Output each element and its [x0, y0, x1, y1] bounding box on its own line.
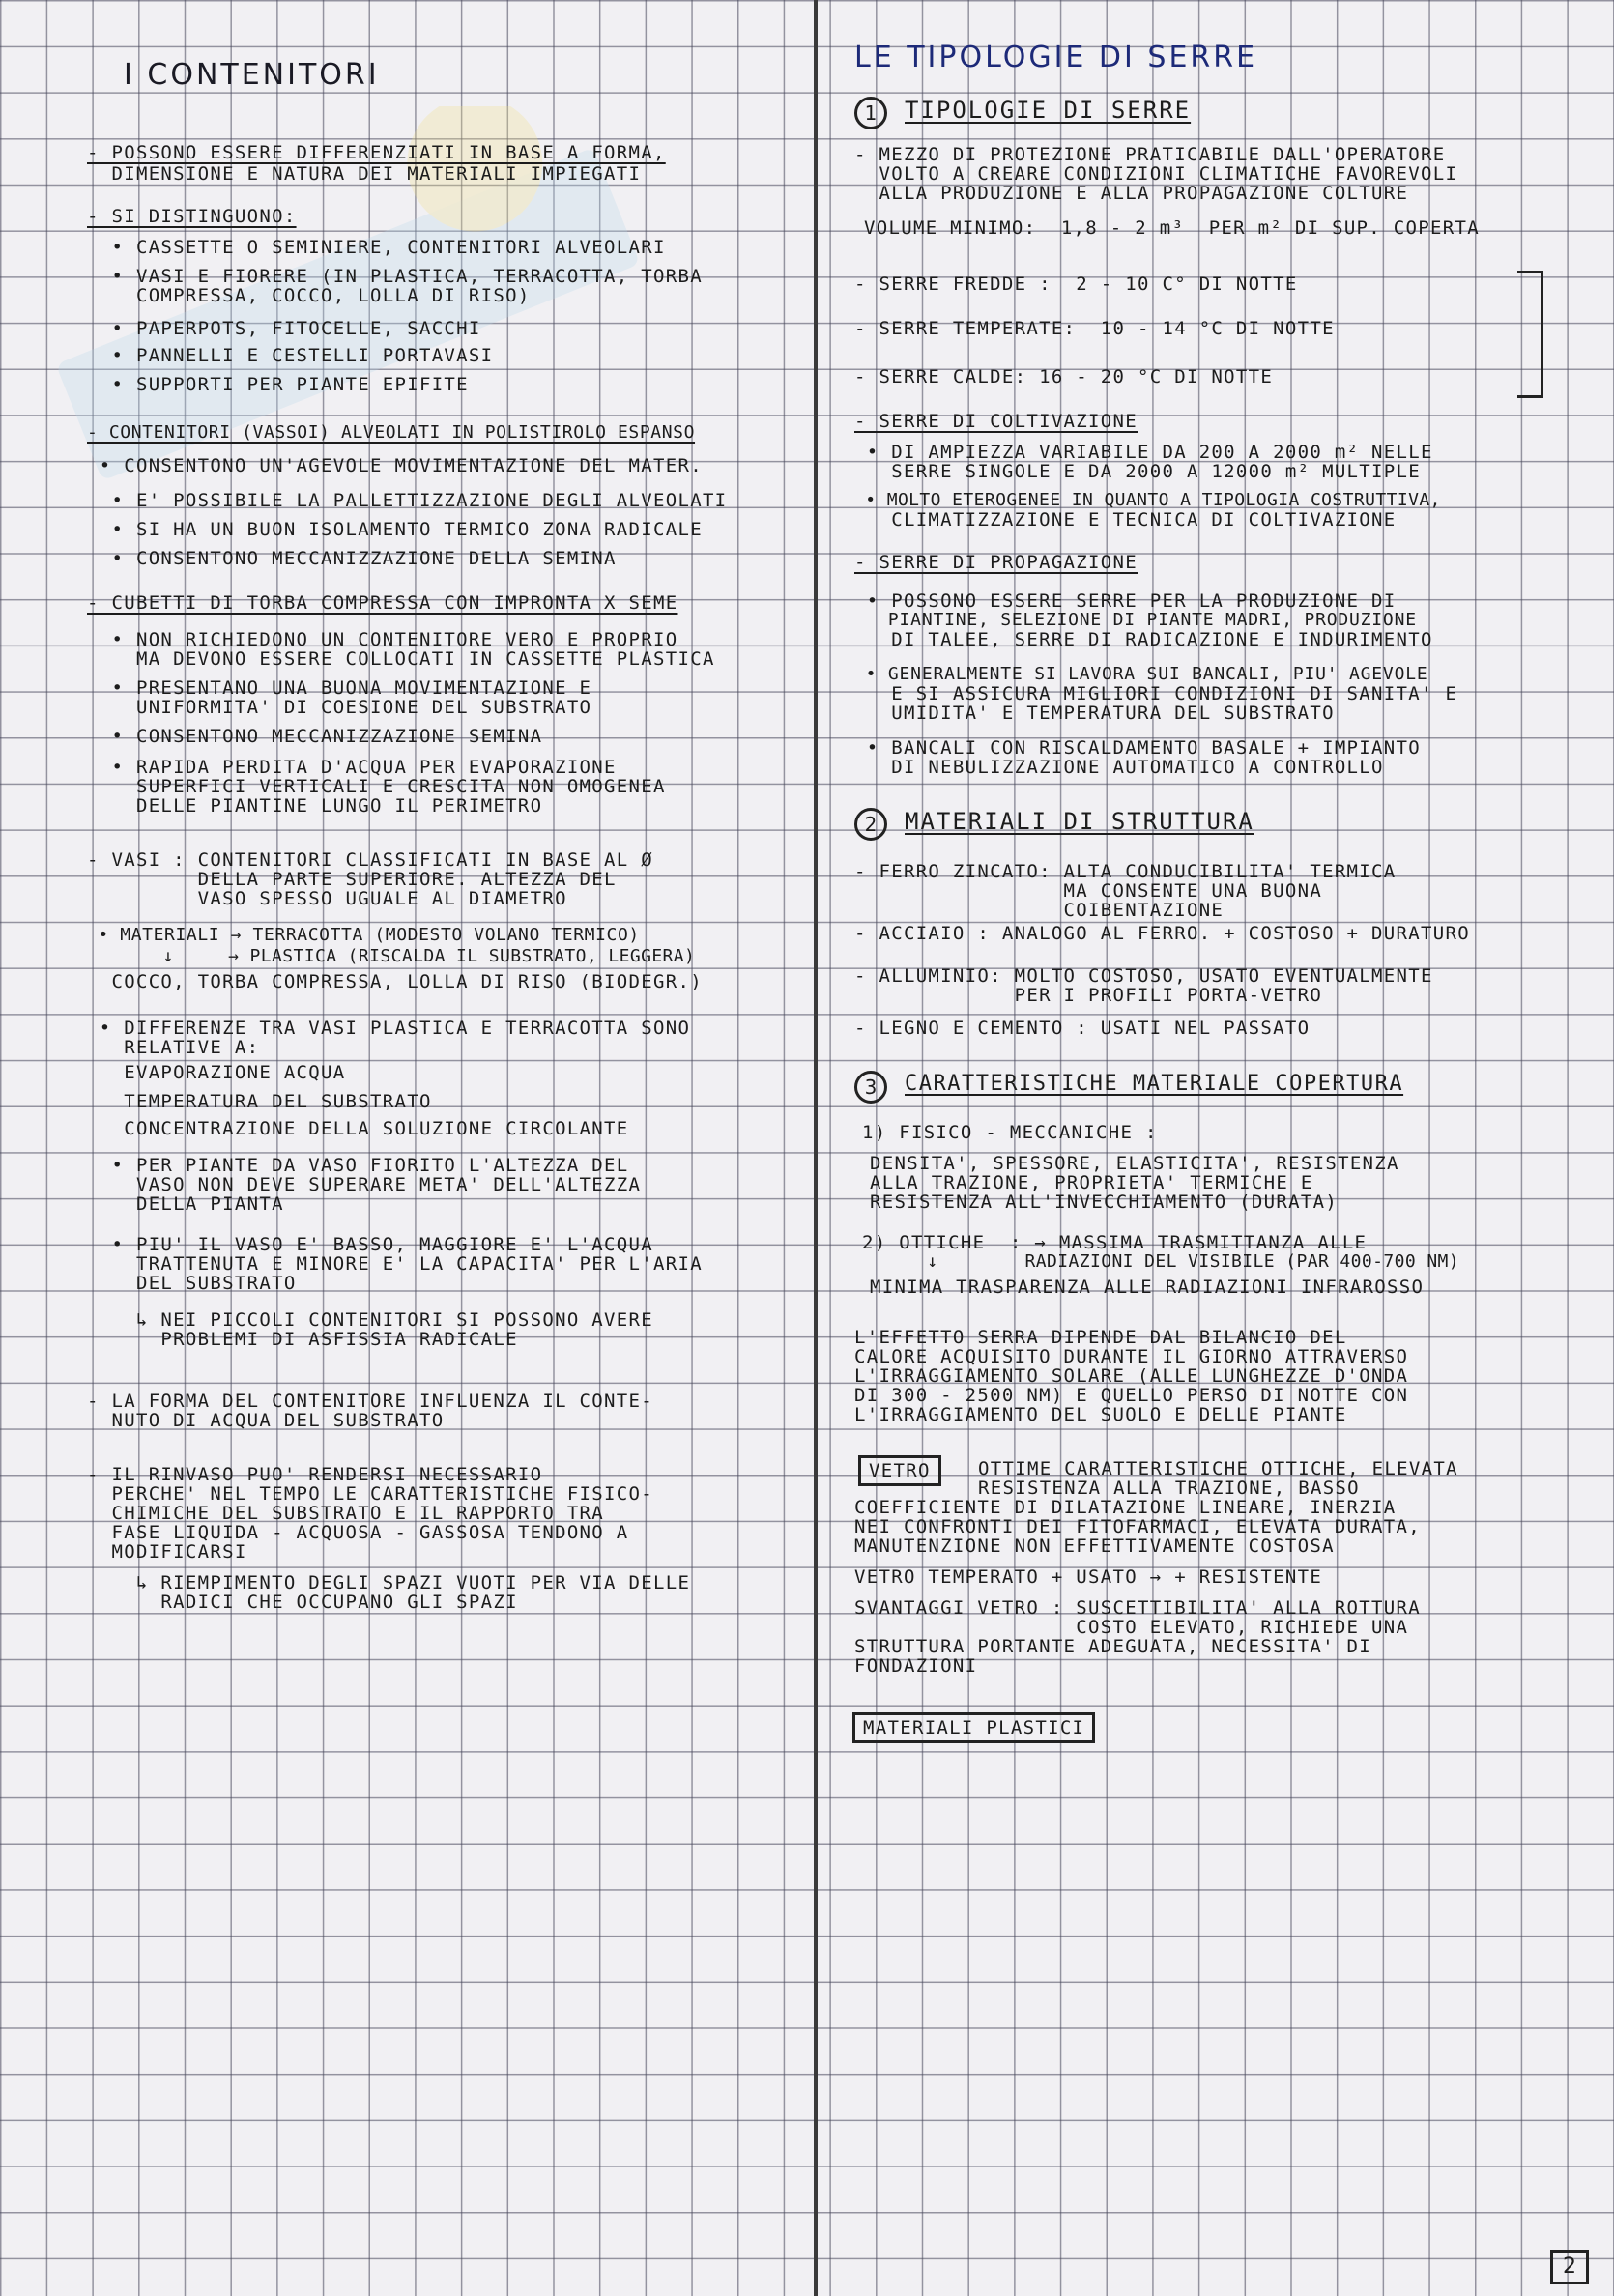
right-line: OTTIME CARATTERISTICHE OTTICHE, ELEVATA: [978, 1458, 1458, 1479]
right-line: NEI CONFRONTI DEI FITOFARMACI, ELEVATA DURATA,: [854, 1516, 1421, 1537]
left-line: TEMPERATURA DEL SUBSTRATO: [87, 1091, 432, 1112]
left-line: • PRESENTANO UNA BUONA MOVIMENTAZIONE E: [87, 677, 592, 699]
left-line: • SUPPORTI PER PIANTE EPIFITE: [87, 374, 469, 395]
left-line: FASE LIQUIDA - ACQUOSA - GASSOSA TENDONO A: [87, 1522, 629, 1543]
right-line: - MEZZO DI PROTEZIONE PRATICABILE DALL'OPERATORE: [854, 144, 1446, 165]
section-heading-3: CARATTERISTICHE MATERIALE COPERTURA: [905, 1072, 1404, 1096]
left-line: MODIFICARSI: [87, 1541, 247, 1563]
left-line: • CONSENTONO UN'AGEVOLE MOVIMENTAZIONE DEL MATER.: [87, 455, 703, 476]
right-line: • GENERALMENTE SI LAVORA SUI BANCALI, PIU' AGEVOLE: [854, 664, 1428, 684]
left-line: CHIMICHE DEL SUBSTRATO E IL RAPPORTO TRA: [87, 1503, 605, 1524]
right-line: SVANTAGGI VETRO : SUSCETTIBILITA' ALLA ROTTURA: [854, 1597, 1421, 1619]
right-line: • BANCALI CON RISCALDAMENTO BASALE + IMPIANTO: [854, 737, 1421, 759]
right-line: DI NEBULIZZAZIONE AUTOMATICO A CONTROLLO: [854, 757, 1384, 778]
left-line: RADICI CHE OCCUPANO GLI SPAZI: [87, 1592, 518, 1613]
right-line: 1) FISICO - MECCANICHE :: [862, 1122, 1158, 1143]
section-number-1: 1: [854, 97, 887, 129]
left-line: - CUBETTI DI TORBA COMPRESSA CON IMPRONTA X SEME: [87, 592, 678, 614]
left-line: • CONSENTONO MECCANIZZAZIONE DELLA SEMINA: [87, 548, 617, 569]
left-line: - VASI : CONTENITORI CLASSIFICATI IN BASE AL Ø: [87, 849, 653, 871]
right-line: L'IRRAGGIAMENTO DEL SUOLO E DELLE PIANTE: [854, 1404, 1347, 1425]
left-line: - SI DISTINGUONO:: [87, 206, 297, 227]
right-line: ALLA PRODUZIONE E ALLA PROPAGAZIONE COLTURE: [854, 183, 1409, 204]
right-line: PER I PROFILI PORTA-VETRO: [854, 985, 1323, 1006]
section-heading-2: MATERIALI DI STRUTTURA: [905, 808, 1254, 835]
right-line: PIANTINE, SELEZIONE DI PIANTE MADRI, PRODUZIONE: [854, 610, 1417, 630]
left-line: DELLA PIANTA: [87, 1193, 284, 1215]
left-line: COMPRESSA, COCCO, LOLLA DI RISO): [87, 285, 531, 306]
right-line: DI TALEE, SERRE DI RADICAZIONE E INDURIMENTO: [854, 629, 1433, 650]
right-line: - LEGNO E CEMENTO : USATI NEL PASSATO: [854, 1018, 1311, 1039]
right-line: MINIMA TRASPARENZA ALLE RADIAZIONI INFRAROSSO: [870, 1277, 1425, 1298]
right-line: SERRE SINGOLE E DA 2000 A 12000 m² MULTIPLE: [854, 461, 1421, 482]
section-number-2: 2: [854, 808, 887, 841]
right-line: E SI ASSICURA MIGLIORI CONDIZIONI DI SANITA' E: [854, 683, 1458, 704]
right-line: - ACCIAIO : ANALOGO AL FERRO. + COSTOSO + DURATURO: [854, 923, 1470, 944]
right-line: - SERRE FREDDE : 2 - 10 C° DI NOTTE: [854, 273, 1298, 295]
right-line: - SERRE TEMPERATE: 10 - 14 °C DI NOTTE: [854, 318, 1335, 339]
right-line: VETRO TEMPERATO + USATO → + RESISTENTE: [854, 1566, 1323, 1588]
bracket: [1517, 271, 1543, 398]
right-line: UMIDITA' E TEMPERATURA DEL SUBSTRATO: [854, 703, 1335, 724]
right-line: - FERRO ZINCATO: ALTA CONDUCIBILITA' TERMICA: [854, 861, 1397, 882]
left-line: • DIFFERENZE TRA VASI PLASTICA E TERRACOTTA SONO: [87, 1018, 691, 1039]
left-line: RELATIVE A:: [87, 1037, 260, 1058]
left-line: DIMENSIONE E NATURA DEI MATERIALI IMPIEGATI: [87, 163, 642, 185]
right-line: STRUTTURA PORTANTE ADEGUATA, NECESSITA' DI: [854, 1636, 1372, 1657]
left-line: • SI HA UN BUON ISOLAMENTO TERMICO ZONA RADICALE: [87, 519, 703, 540]
right-line: - ALLUMINIO: MOLTO COSTOSO, USATO EVENTUALMENTE: [854, 965, 1433, 987]
left-line: - POSSONO ESSERE DIFFERENZIATI IN BASE A FORMA,: [87, 142, 666, 163]
left-line: EVAPORAZIONE ACQUA: [87, 1062, 346, 1083]
left-line: ↳ NEI PICCOLI CONTENITORI SI POSSONO AVERE: [87, 1309, 653, 1331]
left-line: • NON RICHIEDONO UN CONTENITORE VERO E PROPRIO: [87, 629, 678, 650]
right-line: MA CONSENTE UNA BUONA: [854, 880, 1323, 902]
left-line: VASO SPESSO UGUALE AL DIAMETRO: [87, 888, 567, 909]
right-line: COIBENTAZIONE: [854, 900, 1225, 921]
left-title: I CONTENITORI: [124, 58, 380, 92]
right-title: LE TIPOLOGIE DI SERRE: [854, 41, 1258, 74]
left-line: • PIU' IL VASO E' BASSO, MAGGIORE E' L'ACQUA: [87, 1234, 653, 1255]
right-line: VOLTO A CREARE CONDIZIONI CLIMATICHE FAVOREVOLI: [854, 163, 1458, 185]
column-divider: [814, 0, 818, 2296]
right-line: MANUTENZIONE NON EFFETTIVAMENTE COSTOSA: [854, 1535, 1335, 1557]
right-line: - SERRE CALDE: 16 - 20 °C DI NOTTE: [854, 366, 1274, 387]
left-line: • RAPIDA PERDITA D'ACQUA PER EVAPORAZIONE: [87, 757, 617, 778]
right-line: - SERRE DI PROPAGAZIONE: [854, 552, 1138, 573]
left-line: • VASI E FIORERE (IN PLASTICA, TERRACOTTA, TORBA: [87, 266, 703, 287]
right-line: L'EFFETTO SERRA DIPENDE DAL BILANCIO DEL: [854, 1327, 1347, 1348]
right-line: DI 300 - 2500 NM) E QUELLO PERSO DI NOTTE CON: [854, 1385, 1409, 1406]
left-line: SUPERFICI VERTICALI E CRESCITA NON OMOGENEA: [87, 776, 666, 797]
right-line: • POSSONO ESSERE SERRE PER LA PRODUZIONE DI: [854, 590, 1397, 612]
left-line: • PAPERPOTS, FITOCELLE, SACCHI: [87, 318, 481, 339]
right-line: ↓ RADIAZIONI DEL VISIBILE (PAR 400-700 NM): [862, 1251, 1460, 1272]
left-line: - IL RINVASO PUO' RENDERSI NECESSARIO: [87, 1464, 543, 1485]
left-line: VASO NON DEVE SUPERARE META' DELL'ALTEZZA: [87, 1174, 642, 1195]
left-line: CONCENTRAZIONE DELLA SOLUZIONE CIRCOLANTE: [87, 1118, 629, 1139]
left-line: PERCHE' NEL TEMPO LE CARATTERISTICHE FISICO-: [87, 1483, 653, 1505]
left-line: NUTO DI ACQUA DEL SUBSTRATO: [87, 1410, 445, 1431]
left-line: UNIFORMITA' DI COESIONE DEL SUBSTRATO: [87, 697, 592, 718]
right-line: • DI AMPIEZZA VARIABILE DA 200 A 2000 m² NELLE: [854, 442, 1433, 463]
left-line: DEL SUBSTRATO: [87, 1273, 297, 1294]
materiali-plastici-box: MATERIALI PLASTICI: [852, 1712, 1095, 1743]
left-line: ↓ → PLASTICA (RISCALDA IL SUBSTRATO, LEGGERA): [87, 946, 696, 966]
left-line: ↳ RIEMPIMENTO DEGLI SPAZI VUOTI PER VIA DELLE: [87, 1572, 691, 1593]
vetro-box-label: VETRO: [858, 1455, 941, 1486]
left-line: MA DEVONO ESSERE COLLOCATI IN CASSETTE PLASTICA: [87, 648, 715, 670]
right-line: ALLA TRAZIONE, PROPRIETA' TERMICHE E: [870, 1172, 1313, 1193]
right-line: VOLUME MINIMO: 1,8 - 2 m³ PER m² DI SUP. COPERTA: [864, 217, 1480, 239]
right-line: L'IRRAGGIAMENTO SOLARE (ALLE LUNGHEZZE D'ONDA: [854, 1365, 1409, 1387]
left-line: - LA FORMA DEL CONTENITORE INFLUENZA IL CONTE-: [87, 1391, 653, 1412]
page-number: 2: [1550, 2250, 1589, 2284]
right-line: CALORE ACQUISITO DURANTE IL GIORNO ATTRAVERSO: [854, 1346, 1409, 1367]
left-line: • E' POSSIBILE LA PALLETTIZZAZIONE DEGLI ALVEOLATI: [87, 490, 728, 511]
right-line: 2) OTTICHE : → MASSIMA TRASMITTANZA ALLE: [862, 1232, 1368, 1253]
section-number-3: 3: [854, 1071, 887, 1104]
right-line: • MOLTO ETEROGENEE IN QUANTO A TIPOLOGIA COSTRUTTIVA,: [854, 490, 1441, 510]
right-line: - SERRE DI COLTIVAZIONE: [854, 411, 1138, 432]
left-line: COCCO, TORBA COMPRESSA, LOLLA DI RISO (BIODEGR.): [87, 971, 703, 992]
right-line: RESISTENZA ALL'INVECCHIAMENTO (DURATA): [870, 1191, 1339, 1213]
right-line: CLIMATIZZAZIONE E TECNICA DI COLTIVAZIONE: [854, 509, 1397, 531]
left-line: • PER PIANTE DA VASO FIORITO L'ALTEZZA DEL: [87, 1155, 629, 1176]
right-line: COSTO ELEVATO, RICHIEDE UNA: [854, 1617, 1409, 1638]
left-line: TRATTENUTA E MINORE E' LA CAPACITA' PER L'ARIA: [87, 1253, 703, 1275]
right-line: RESISTENZA ALLA TRAZIONE, BASSO: [978, 1478, 1360, 1499]
left-line: • PANNELLI E CESTELLI PORTAVASI: [87, 345, 494, 366]
left-line: • CASSETTE O SEMINIERE, CONTENITORI ALVEOLARI: [87, 237, 666, 258]
left-line: PROBLEMI DI ASFISSIA RADICALE: [87, 1329, 518, 1350]
right-line: DENSITA', SPESSORE, ELASTICITA', RESISTENZA: [870, 1153, 1399, 1174]
left-line: DELLE PIANTINE LUNGO IL PERIMETRO: [87, 795, 543, 817]
right-line: FONDAZIONI: [854, 1655, 978, 1677]
right-line: COEFFICIENTE DI DILATAZIONE LINEARE, INERZIA: [854, 1497, 1397, 1518]
section-heading-1: TIPOLOGIE DI SERRE: [905, 97, 1192, 124]
left-line: • MATERIALI → TERRACOTTA (MODESTO VOLANO TERMICO): [87, 925, 640, 945]
left-line: - CONTENITORI (VASSOI) ALVEOLATI IN POLISTIROLO ESPANSO: [87, 422, 696, 443]
left-line: • CONSENTONO MECCANIZZAZIONE SEMINA: [87, 726, 543, 747]
left-line: DELLA PARTE SUPERIORE. ALTEZZA DEL: [87, 869, 617, 890]
